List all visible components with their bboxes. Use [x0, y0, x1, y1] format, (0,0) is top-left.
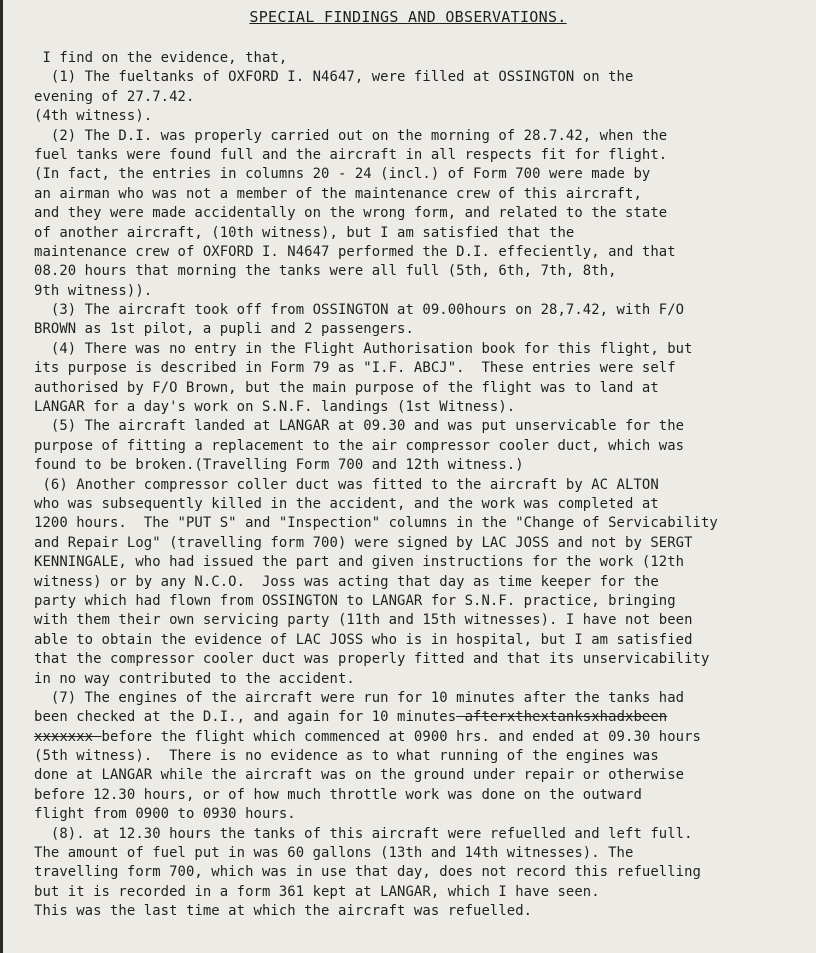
- struck-out-text: xxxxxxx: [34, 728, 102, 745]
- text-segment: been checked at the D.I., and again for 10 minutes: [34, 709, 457, 726]
- text-line: KENNINGALE, who had issued the part and given instructions for the work (12th: [34, 554, 685, 571]
- text-line: LANGAR for a day's work on S.N.F. landings (1st Witness).: [34, 399, 516, 416]
- text-line: that the compressor cooler duct was properly fitted and that its unservicability: [34, 651, 710, 668]
- text-line: (5th witness). There is no evidence as to what running of the engines was: [34, 748, 659, 765]
- text-line: and Repair Log" (travelling form 700) were signed by LAC JOSS and not by SERGT: [34, 534, 693, 551]
- struck-out-text: afterxthextanksxhadxbeen: [456, 709, 668, 726]
- text-line: done at LANGAR while the aircraft was on the ground under repair or otherwise: [34, 767, 685, 784]
- text-line: evening of 27.7.42.: [34, 88, 195, 105]
- text-line: flight from 0900 to 0930 hours.: [34, 806, 296, 823]
- text-line: purpose of fitting a replacement to the air compressor cooler duct, which was: [34, 437, 685, 454]
- text-line: with them their own servicing party (11th and 15th witnesses). I have not been: [34, 612, 693, 629]
- text-line: maintenance crew of OXFORD I. N4647 performed the D.I. effeciently, and that: [34, 243, 676, 260]
- text-line: (5) The aircraft landed at LANGAR at 09.30 and was put unservicable for the: [34, 418, 685, 435]
- text-line: I find on the evidence, that,: [34, 50, 288, 66]
- document-title: SPECIAL FINDINGS AND OBSERVATIONS.: [249, 8, 567, 26]
- text-line: before 12.30 hours, or of how much throttle work was done on the outward: [34, 786, 642, 803]
- text-line: able to obtain the evidence of LAC JOSS who is in hospital, but I am satisfied: [34, 631, 693, 648]
- text-line: The amount of fuel put in was 60 gallons (13th and 14th witnesses). The: [34, 845, 634, 862]
- text-line: 08.20 hours that morning the tanks were all full (5th, 6th, 7th, 8th,: [34, 263, 617, 280]
- text-line: travelling form 700, which was in use that day, does not record this refuelling: [34, 864, 701, 881]
- text-line: its purpose is described in Form 79 as "I.F. ABCJ". These entries were self: [34, 360, 676, 377]
- text-line: 1200 hours. The "PUT S" and "Inspection" columns in the "Change of Servicability: [34, 515, 718, 532]
- text-line: (6) Another compressor coller duct was fitted to the aircraft by AC ALTON: [34, 476, 659, 493]
- document-body: [34, 49, 816, 922]
- page-edge: [0, 0, 3, 953]
- text-line: This was the last time at which the aircraft was refuelled.: [34, 903, 533, 920]
- text-line-with-strikeout: [34, 708, 816, 727]
- text-line: (4th witness).: [34, 108, 153, 125]
- text-line: (In fact, the entries in columns 20 - 24 (incl.) of Form 700 were made by: [34, 166, 651, 183]
- text-segment: before the flight which commenced at 0900 hrs. and ended at 09.30 hours: [101, 728, 701, 745]
- text-line: 9th witness)).: [34, 282, 153, 299]
- text-line: (2) The D.I. was properly carried out on the morning of 28.7.42, when the: [34, 127, 668, 144]
- text-line: (1) The fueltanks of OXFORD I. N4647, were filled at OSSINGTON on the: [34, 69, 634, 86]
- text-line: (3) The aircraft took off from OSSINGTON at 09.00hours on 28,7.42, with F/O: [34, 302, 685, 319]
- text-line: party which had flown from OSSINGTON to LANGAR for S.N.F. practice, bringing: [34, 592, 676, 609]
- text-line: an airman who was not a member of the maintenance crew of this aircraft,: [34, 185, 642, 202]
- text-line: but it is recorded in a form 361 kept at LANGAR, which I have seen.: [34, 883, 600, 900]
- text-line: in no way contributed to the accident.: [34, 670, 355, 687]
- text-line: who was subsequently killed in the accident, and the work was completed at: [34, 495, 659, 512]
- text-line: (8). at 12.30 hours the tanks of this aircraft were refuelled and left full.: [34, 825, 693, 842]
- text-line: witness) or by any N.C.O. Joss was acting that day as time keeper for the: [34, 573, 659, 590]
- text-line: of another aircraft, (10th witness), but I am satisfied that the: [34, 224, 575, 241]
- text-line: (7) The engines of the aircraft were run for 10 minutes after the tanks had: [34, 689, 685, 706]
- text-line: fuel tanks were found full and the aircraft in all respects fit for flight.: [34, 146, 668, 163]
- text-line: authorised by F/O Brown, but the main purpose of the flight was to land at: [34, 379, 659, 396]
- text-line: and they were made accidentally on the wrong form, and related to the state: [34, 205, 668, 222]
- text-line: found to be broken.(Travelling Form 700 and 12th witness.): [34, 457, 524, 474]
- text-line: (4) There was no entry in the Flight Authorisation book for this flight, but: [34, 340, 693, 357]
- text-line-with-strikeout: [34, 728, 816, 747]
- text-line: BROWN as 1st pilot, a pupli and 2 passengers.: [34, 321, 414, 338]
